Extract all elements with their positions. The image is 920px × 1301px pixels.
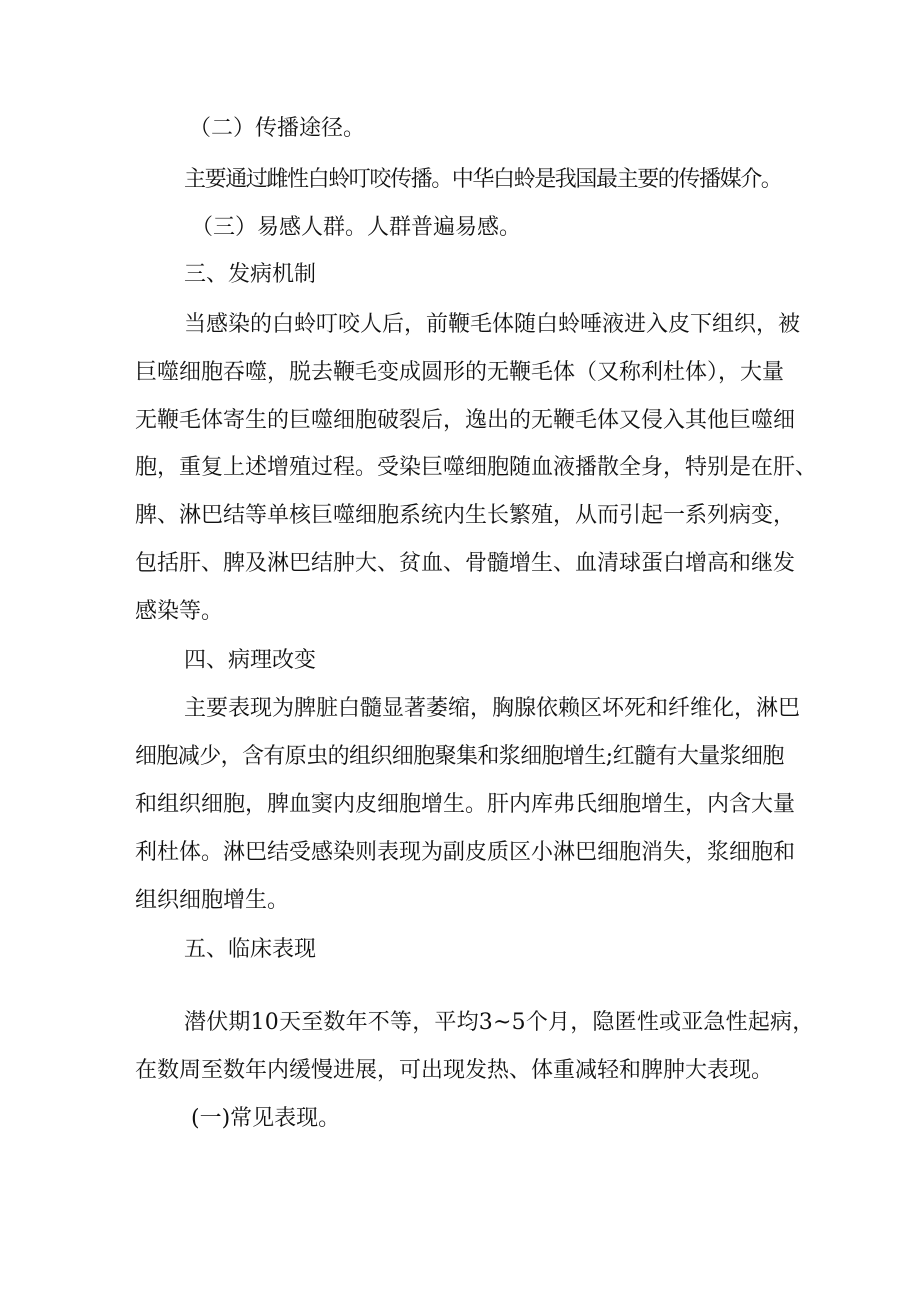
- section-heading-pathogenesis: 三、发病机制: [184, 262, 317, 287]
- section-heading-susceptible-population: （三）易感人群。人群普遍易感。: [191, 215, 522, 240]
- pathogenesis-line: 胞，重复上述增殖过程。受染巨噬细胞随血液播散全身，特别是在肝、: [135, 455, 818, 480]
- section-heading-transmission-route: （二）传播途径。: [189, 116, 366, 141]
- pathology-line: 利杜体。淋巴结受感染则表现为副皮质区小淋巴细胞消失，浆细胞和: [135, 840, 796, 865]
- pathogenesis-line: 感染等。: [135, 599, 224, 624]
- clinical-line: 潜伏期10天至数年不等，平均3~5个月，隐匿性或亚急性起病，: [184, 1010, 815, 1035]
- pathology-line: 细胞减少，含有原虫的组织细胞聚集和浆细胞增生;红髓有大量浆细胞: [135, 744, 784, 769]
- pathogenesis-line: 当感染的白蛉叮咬人后，前鞭毛体随白蛉唾液进入皮下组织，被: [184, 312, 801, 337]
- subsection-heading-common-manifestations: (一)常见表现。: [191, 1106, 341, 1131]
- section-heading-pathology: 四、病理改变: [184, 648, 317, 673]
- pathology-line: 组织细胞增生。: [135, 888, 290, 913]
- paragraph-transmission-route: 主要通过雌性白蛉叮咬传播。中华白蛉是我国最主要的传播媒介。: [184, 167, 782, 192]
- pathogenesis-line: 无鞭毛体寄生的巨噬细胞破裂后，逸出的无鞭毛体又侵入其他巨噬细: [135, 408, 796, 433]
- pathogenesis-line: 包括肝、脾及淋巴结肿大、贫血、骨髓增生、血清球蛋白增高和继发: [135, 551, 796, 576]
- pathogenesis-line: 脾、淋巴结等单核巨噬细胞系统内生长繁殖，从而引起一系列病变，: [135, 503, 796, 528]
- section-heading-clinical-manifestations: 五、临床表现: [184, 937, 317, 962]
- pathology-line: 和组织细胞，脾血窦内皮细胞增生。肝内库弗氏细胞增生，内含大量: [135, 792, 796, 817]
- pathogenesis-line: 巨噬细胞吞噬，脱去鞭毛变成圆形的无鞭毛体（又称利杜体），大量: [135, 360, 785, 385]
- pathology-line: 主要表现为脾脏白髓显著萎缩，胸腺依赖区坏死和纤维化，淋巴: [184, 696, 801, 721]
- clinical-line: 在数周至数年内缓慢进展，可出现发热、体重减轻和脾肿大表现。: [135, 1058, 774, 1083]
